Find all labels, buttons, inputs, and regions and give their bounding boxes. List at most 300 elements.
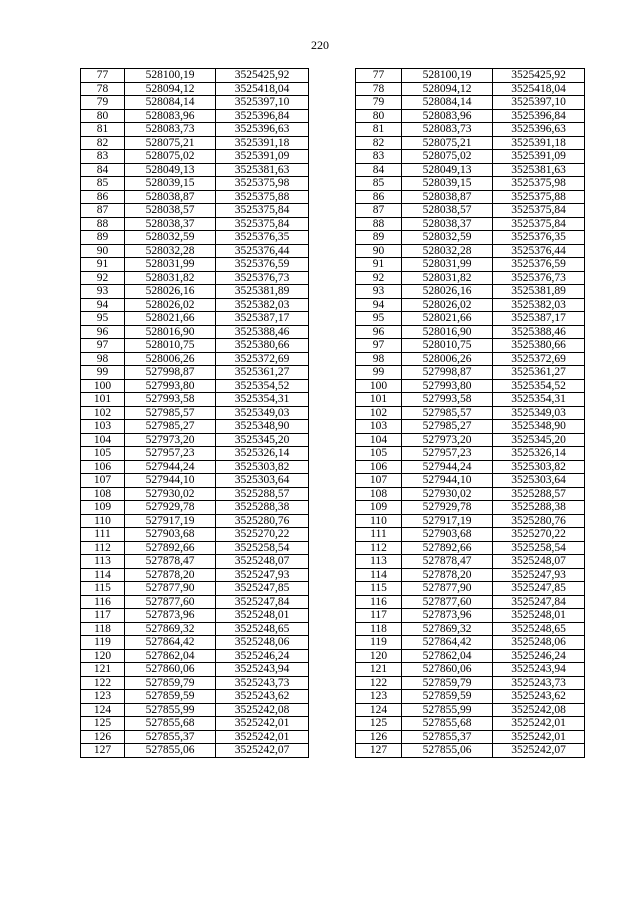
table-row: [81, 555, 585, 569]
table-row: [81, 730, 585, 744]
right-point-number-cell: 89: [356, 231, 402, 245]
right-y-coordinate-cell: 3525242,08: [493, 703, 585, 717]
left-point-number-cell: 104: [81, 433, 125, 447]
column-gap: [309, 420, 356, 434]
right-x-coordinate-cell: 528026,16: [402, 285, 493, 299]
left-point-number-cell: 109: [81, 501, 125, 515]
left-y-coordinate-cell: 3525349,03: [216, 406, 309, 420]
right-point-number-cell: 116: [356, 595, 402, 609]
right-x-coordinate-cell: 527862,04: [402, 649, 493, 663]
left-y-coordinate-cell: 3525387,17: [216, 312, 309, 326]
right-point-number-cell: 77: [356, 69, 402, 83]
right-y-coordinate-cell: 3525375,84: [493, 204, 585, 218]
right-x-coordinate-cell: 528039,15: [402, 177, 493, 191]
table-row: [81, 96, 585, 110]
left-y-coordinate-cell: 3525381,89: [216, 285, 309, 299]
left-x-coordinate-cell: 527957,23: [125, 447, 216, 461]
left-point-number-cell: 108: [81, 487, 125, 501]
left-point-number-cell: 105: [81, 447, 125, 461]
left-point-number-cell: 90: [81, 244, 125, 258]
right-y-coordinate-cell: 3525349,03: [493, 406, 585, 420]
left-point-number-cell: 117: [81, 609, 125, 623]
table-row: [81, 690, 585, 704]
right-point-number-cell: 107: [356, 474, 402, 488]
left-point-number-cell: 107: [81, 474, 125, 488]
left-y-coordinate-cell: 3525391,18: [216, 136, 309, 150]
right-x-coordinate-cell: 528075,02: [402, 150, 493, 164]
column-gap: [309, 514, 356, 528]
column-gap: [309, 474, 356, 488]
table-row: [81, 744, 585, 758]
right-x-coordinate-cell: 527877,60: [402, 595, 493, 609]
right-point-number-cell: 110: [356, 514, 402, 528]
left-point-number-cell: 88: [81, 217, 125, 231]
column-gap: [309, 433, 356, 447]
left-y-coordinate-cell: 3525242,01: [216, 717, 309, 731]
left-y-coordinate-cell: 3525375,84: [216, 204, 309, 218]
right-point-number-cell: 79: [356, 96, 402, 110]
table-row: [81, 217, 585, 231]
left-y-coordinate-cell: 3525354,52: [216, 379, 309, 393]
column-gap: [309, 622, 356, 636]
left-y-coordinate-cell: 3525376,44: [216, 244, 309, 258]
left-x-coordinate-cell: 527985,27: [125, 420, 216, 434]
table-row: [81, 231, 585, 245]
right-x-coordinate-cell: 528031,99: [402, 258, 493, 272]
right-y-coordinate-cell: 3525382,03: [493, 298, 585, 312]
column-gap: [309, 96, 356, 110]
right-x-coordinate-cell: 527957,23: [402, 447, 493, 461]
right-x-coordinate-cell: 527878,20: [402, 568, 493, 582]
table-row: [81, 541, 585, 555]
left-y-coordinate-cell: 3525247,93: [216, 568, 309, 582]
right-point-number-cell: 113: [356, 555, 402, 569]
left-point-number-cell: 87: [81, 204, 125, 218]
table-row: [81, 352, 585, 366]
column-gap: [309, 703, 356, 717]
column-gap: [309, 123, 356, 137]
right-x-coordinate-cell: 528010,75: [402, 339, 493, 353]
table-row: [81, 406, 585, 420]
right-y-coordinate-cell: 3525425,92: [493, 69, 585, 83]
table-row: [81, 501, 585, 515]
right-point-number-cell: 87: [356, 204, 402, 218]
column-gap: [309, 325, 356, 339]
left-x-coordinate-cell: 528038,57: [125, 204, 216, 218]
right-point-number-cell: 83: [356, 150, 402, 164]
left-point-number-cell: 80: [81, 109, 125, 123]
left-point-number-cell: 122: [81, 676, 125, 690]
right-point-number-cell: 119: [356, 636, 402, 650]
left-point-number-cell: 98: [81, 352, 125, 366]
right-y-coordinate-cell: 3525242,07: [493, 744, 585, 758]
table-row: [81, 393, 585, 407]
column-gap: [309, 352, 356, 366]
left-x-coordinate-cell: 528075,21: [125, 136, 216, 150]
column-gap: [309, 82, 356, 96]
column-gap: [309, 447, 356, 461]
right-point-number-cell: 98: [356, 352, 402, 366]
right-x-coordinate-cell: 528006,26: [402, 352, 493, 366]
left-point-number-cell: 116: [81, 595, 125, 609]
table-row: [81, 82, 585, 96]
right-y-coordinate-cell: 3525361,27: [493, 366, 585, 380]
left-x-coordinate-cell: 528021,66: [125, 312, 216, 326]
left-y-coordinate-cell: 3525303,64: [216, 474, 309, 488]
left-y-coordinate-cell: 3525396,84: [216, 109, 309, 123]
right-x-coordinate-cell: 527985,27: [402, 420, 493, 434]
left-x-coordinate-cell: 527993,58: [125, 393, 216, 407]
column-gap: [309, 177, 356, 191]
left-y-coordinate-cell: 3525246,24: [216, 649, 309, 663]
right-y-coordinate-cell: 3525242,01: [493, 717, 585, 731]
column-gap: [309, 730, 356, 744]
left-y-coordinate-cell: 3525396,63: [216, 123, 309, 137]
right-point-number-cell: 124: [356, 703, 402, 717]
right-y-coordinate-cell: 3525270,22: [493, 528, 585, 542]
column-gap: [309, 541, 356, 555]
column-gap: [309, 285, 356, 299]
table-row: [81, 636, 585, 650]
right-point-number-cell: 88: [356, 217, 402, 231]
right-point-number-cell: 82: [356, 136, 402, 150]
left-point-number-cell: 91: [81, 258, 125, 272]
column-gap: [309, 271, 356, 285]
left-x-coordinate-cell: 527869,32: [125, 622, 216, 636]
left-y-coordinate-cell: 3525247,84: [216, 595, 309, 609]
left-y-coordinate-cell: 3525382,03: [216, 298, 309, 312]
left-y-coordinate-cell: 3525372,69: [216, 352, 309, 366]
left-x-coordinate-cell: 528083,73: [125, 123, 216, 137]
left-x-coordinate-cell: 528038,87: [125, 190, 216, 204]
left-y-coordinate-cell: 3525381,63: [216, 163, 309, 177]
left-y-coordinate-cell: 3525375,84: [216, 217, 309, 231]
right-point-number-cell: 109: [356, 501, 402, 515]
right-x-coordinate-cell: 527859,59: [402, 690, 493, 704]
left-x-coordinate-cell: 527993,80: [125, 379, 216, 393]
column-gap: [309, 231, 356, 245]
table-row: [81, 676, 585, 690]
left-x-coordinate-cell: 527973,20: [125, 433, 216, 447]
right-y-coordinate-cell: 3525376,73: [493, 271, 585, 285]
left-y-coordinate-cell: 3525345,20: [216, 433, 309, 447]
left-x-coordinate-cell: 528026,16: [125, 285, 216, 299]
column-gap: [309, 379, 356, 393]
left-x-coordinate-cell: 528039,15: [125, 177, 216, 191]
table-row: [81, 244, 585, 258]
right-x-coordinate-cell: 528038,57: [402, 204, 493, 218]
left-point-number-cell: 103: [81, 420, 125, 434]
right-y-coordinate-cell: 3525381,63: [493, 163, 585, 177]
left-point-number-cell: 106: [81, 460, 125, 474]
table-row: [81, 123, 585, 137]
table-row: [81, 325, 585, 339]
left-x-coordinate-cell: 528083,96: [125, 109, 216, 123]
table-row: [81, 663, 585, 677]
right-y-coordinate-cell: 3525354,52: [493, 379, 585, 393]
left-y-coordinate-cell: 3525248,01: [216, 609, 309, 623]
right-x-coordinate-cell: 528100,19: [402, 69, 493, 83]
column-gap: [309, 109, 356, 123]
left-x-coordinate-cell: 527859,79: [125, 676, 216, 690]
left-y-coordinate-cell: 3525348,90: [216, 420, 309, 434]
right-y-coordinate-cell: 3525348,90: [493, 420, 585, 434]
right-x-coordinate-cell: 528032,28: [402, 244, 493, 258]
left-x-coordinate-cell: 527917,19: [125, 514, 216, 528]
left-x-coordinate-cell: 528038,37: [125, 217, 216, 231]
column-gap: [309, 244, 356, 258]
right-y-coordinate-cell: 3525396,63: [493, 123, 585, 137]
left-x-coordinate-cell: 527892,66: [125, 541, 216, 555]
right-x-coordinate-cell: 527993,80: [402, 379, 493, 393]
left-point-number-cell: 118: [81, 622, 125, 636]
left-point-number-cell: 99: [81, 366, 125, 380]
table-row: [81, 595, 585, 609]
right-y-coordinate-cell: 3525248,65: [493, 622, 585, 636]
right-y-coordinate-cell: 3525418,04: [493, 82, 585, 96]
right-y-coordinate-cell: 3525243,73: [493, 676, 585, 690]
table-row: [81, 528, 585, 542]
table-row: [81, 298, 585, 312]
column-gap: [309, 366, 356, 380]
table-row: [81, 649, 585, 663]
left-y-coordinate-cell: 3525361,27: [216, 366, 309, 380]
left-point-number-cell: 114: [81, 568, 125, 582]
left-point-number-cell: 115: [81, 582, 125, 596]
column-gap: [309, 717, 356, 731]
column-gap: [309, 258, 356, 272]
right-y-coordinate-cell: 3525387,17: [493, 312, 585, 326]
right-point-number-cell: 112: [356, 541, 402, 555]
table-row: [81, 487, 585, 501]
column-gap: [309, 501, 356, 515]
left-point-number-cell: 125: [81, 717, 125, 731]
left-x-coordinate-cell: 528032,59: [125, 231, 216, 245]
right-x-coordinate-cell: 527864,42: [402, 636, 493, 650]
left-point-number-cell: 111: [81, 528, 125, 542]
right-x-coordinate-cell: 527973,20: [402, 433, 493, 447]
right-y-coordinate-cell: 3525246,24: [493, 649, 585, 663]
column-gap: [309, 312, 356, 326]
table-row: [81, 703, 585, 717]
left-y-coordinate-cell: 3525418,04: [216, 82, 309, 96]
left-y-coordinate-cell: 3525243,62: [216, 690, 309, 704]
right-x-coordinate-cell: 528026,02: [402, 298, 493, 312]
left-x-coordinate-cell: 527855,06: [125, 744, 216, 758]
left-point-number-cell: 94: [81, 298, 125, 312]
column-gap: [309, 582, 356, 596]
right-y-coordinate-cell: 3525243,94: [493, 663, 585, 677]
right-x-coordinate-cell: 528083,73: [402, 123, 493, 137]
right-x-coordinate-cell: 527855,06: [402, 744, 493, 758]
right-y-coordinate-cell: 3525242,01: [493, 730, 585, 744]
left-point-number-cell: 110: [81, 514, 125, 528]
left-x-coordinate-cell: 527944,10: [125, 474, 216, 488]
right-y-coordinate-cell: 3525375,84: [493, 217, 585, 231]
right-x-coordinate-cell: 527859,79: [402, 676, 493, 690]
right-y-coordinate-cell: 3525375,88: [493, 190, 585, 204]
right-point-number-cell: 94: [356, 298, 402, 312]
table-row: [81, 460, 585, 474]
left-point-number-cell: 81: [81, 123, 125, 137]
left-y-coordinate-cell: 3525242,08: [216, 703, 309, 717]
left-x-coordinate-cell: 527878,20: [125, 568, 216, 582]
left-y-coordinate-cell: 3525243,73: [216, 676, 309, 690]
left-y-coordinate-cell: 3525391,09: [216, 150, 309, 164]
right-x-coordinate-cell: 527985,57: [402, 406, 493, 420]
column-gap: [309, 649, 356, 663]
left-point-number-cell: 83: [81, 150, 125, 164]
left-x-coordinate-cell: 528031,99: [125, 258, 216, 272]
left-point-number-cell: 78: [81, 82, 125, 96]
column-gap: [309, 460, 356, 474]
table-row: [81, 609, 585, 623]
right-x-coordinate-cell: 527873,96: [402, 609, 493, 623]
left-y-coordinate-cell: 3525248,06: [216, 636, 309, 650]
right-x-coordinate-cell: 528075,21: [402, 136, 493, 150]
left-y-coordinate-cell: 3525354,31: [216, 393, 309, 407]
left-x-coordinate-cell: 528016,90: [125, 325, 216, 339]
right-point-number-cell: 103: [356, 420, 402, 434]
right-point-number-cell: 126: [356, 730, 402, 744]
column-gap: [309, 676, 356, 690]
left-point-number-cell: 123: [81, 690, 125, 704]
right-point-number-cell: 90: [356, 244, 402, 258]
right-x-coordinate-cell: 527878,47: [402, 555, 493, 569]
left-point-number-cell: 112: [81, 541, 125, 555]
right-x-coordinate-cell: 528021,66: [402, 312, 493, 326]
table-row: [81, 568, 585, 582]
right-y-coordinate-cell: 3525303,64: [493, 474, 585, 488]
table-row: [81, 312, 585, 326]
left-x-coordinate-cell: 527873,96: [125, 609, 216, 623]
column-gap: [309, 339, 356, 353]
left-x-coordinate-cell: 528010,75: [125, 339, 216, 353]
left-point-number-cell: 86: [81, 190, 125, 204]
right-y-coordinate-cell: 3525345,20: [493, 433, 585, 447]
left-x-coordinate-cell: 527855,37: [125, 730, 216, 744]
left-y-coordinate-cell: 3525247,85: [216, 582, 309, 596]
left-x-coordinate-cell: 527878,47: [125, 555, 216, 569]
column-gap: [309, 393, 356, 407]
right-y-coordinate-cell: 3525288,38: [493, 501, 585, 515]
column-gap: [309, 217, 356, 231]
left-x-coordinate-cell: 527855,99: [125, 703, 216, 717]
right-x-coordinate-cell: 527930,02: [402, 487, 493, 501]
left-x-coordinate-cell: 527877,60: [125, 595, 216, 609]
left-point-number-cell: 121: [81, 663, 125, 677]
right-point-number-cell: 106: [356, 460, 402, 474]
column-gap: [309, 487, 356, 501]
left-y-coordinate-cell: 3525243,94: [216, 663, 309, 677]
right-point-number-cell: 120: [356, 649, 402, 663]
left-point-number-cell: 119: [81, 636, 125, 650]
left-point-number-cell: 127: [81, 744, 125, 758]
left-y-coordinate-cell: 3525388,46: [216, 325, 309, 339]
left-x-coordinate-cell: 528032,28: [125, 244, 216, 258]
column-gap: [309, 636, 356, 650]
left-x-coordinate-cell: 528031,82: [125, 271, 216, 285]
column-gap: [309, 406, 356, 420]
left-y-coordinate-cell: 3525248,65: [216, 622, 309, 636]
left-x-coordinate-cell: 528100,19: [125, 69, 216, 83]
right-x-coordinate-cell: 527855,99: [402, 703, 493, 717]
left-x-coordinate-cell: 527998,87: [125, 366, 216, 380]
right-y-coordinate-cell: 3525396,84: [493, 109, 585, 123]
left-y-coordinate-cell: 3525288,57: [216, 487, 309, 501]
table-row: [81, 514, 585, 528]
left-x-coordinate-cell: 527859,59: [125, 690, 216, 704]
right-point-number-cell: 93: [356, 285, 402, 299]
left-y-coordinate-cell: 3525248,07: [216, 555, 309, 569]
left-point-number-cell: 77: [81, 69, 125, 83]
right-y-coordinate-cell: 3525397,10: [493, 96, 585, 110]
right-point-number-cell: 96: [356, 325, 402, 339]
column-gap: [309, 204, 356, 218]
right-x-coordinate-cell: 527917,19: [402, 514, 493, 528]
right-x-coordinate-cell: 527855,37: [402, 730, 493, 744]
left-point-number-cell: 120: [81, 649, 125, 663]
right-y-coordinate-cell: 3525303,82: [493, 460, 585, 474]
left-point-number-cell: 96: [81, 325, 125, 339]
left-x-coordinate-cell: 527930,02: [125, 487, 216, 501]
left-y-coordinate-cell: 3525280,76: [216, 514, 309, 528]
right-y-coordinate-cell: 3525380,66: [493, 339, 585, 353]
right-x-coordinate-cell: 528084,14: [402, 96, 493, 110]
left-x-coordinate-cell: 528075,02: [125, 150, 216, 164]
left-x-coordinate-cell: 528094,12: [125, 82, 216, 96]
column-gap: [309, 136, 356, 150]
column-gap: [309, 744, 356, 758]
table-row: [81, 366, 585, 380]
right-x-coordinate-cell: 527869,32: [402, 622, 493, 636]
table-row: [81, 177, 585, 191]
right-point-number-cell: 123: [356, 690, 402, 704]
left-x-coordinate-cell: 527985,57: [125, 406, 216, 420]
left-x-coordinate-cell: 528026,02: [125, 298, 216, 312]
right-y-coordinate-cell: 3525248,06: [493, 636, 585, 650]
right-point-number-cell: 91: [356, 258, 402, 272]
right-y-coordinate-cell: 3525280,76: [493, 514, 585, 528]
column-gap: [309, 609, 356, 623]
right-y-coordinate-cell: 3525391,09: [493, 150, 585, 164]
right-point-number-cell: 95: [356, 312, 402, 326]
right-point-number-cell: 121: [356, 663, 402, 677]
right-point-number-cell: 118: [356, 622, 402, 636]
table-row: [81, 285, 585, 299]
left-x-coordinate-cell: 528049,13: [125, 163, 216, 177]
left-point-number-cell: 89: [81, 231, 125, 245]
right-x-coordinate-cell: 528083,96: [402, 109, 493, 123]
right-x-coordinate-cell: 527929,78: [402, 501, 493, 515]
left-y-coordinate-cell: 3525288,38: [216, 501, 309, 515]
left-y-coordinate-cell: 3525242,01: [216, 730, 309, 744]
right-point-number-cell: 101: [356, 393, 402, 407]
right-point-number-cell: 97: [356, 339, 402, 353]
left-point-number-cell: 79: [81, 96, 125, 110]
left-point-number-cell: 85: [81, 177, 125, 191]
left-x-coordinate-cell: 527862,04: [125, 649, 216, 663]
table-row: [81, 339, 585, 353]
table-row: [81, 433, 585, 447]
table-row: [81, 204, 585, 218]
column-gap: [309, 568, 356, 582]
right-x-coordinate-cell: 528038,87: [402, 190, 493, 204]
right-point-number-cell: 78: [356, 82, 402, 96]
left-point-number-cell: 92: [81, 271, 125, 285]
right-x-coordinate-cell: 527860,06: [402, 663, 493, 677]
table-row: [81, 163, 585, 177]
